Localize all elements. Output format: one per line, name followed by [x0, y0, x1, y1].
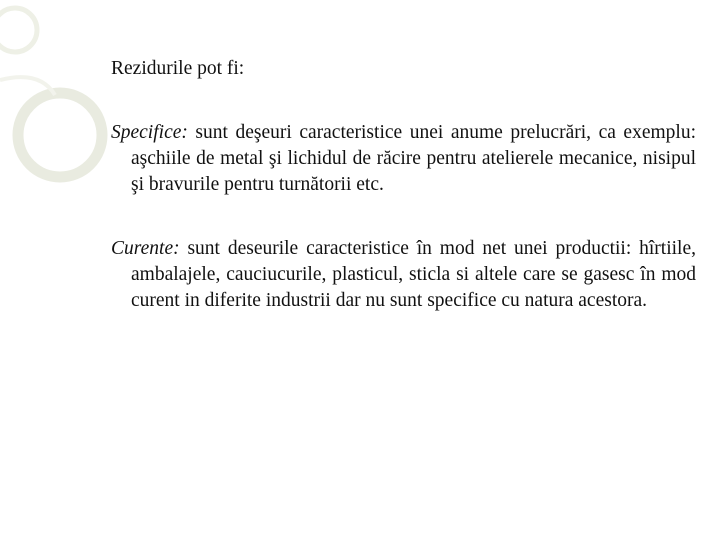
decorative-circles — [0, 0, 110, 230]
intro-text: Rezidurile pot fi: — [111, 58, 245, 79]
term-curente: Curente: — [111, 238, 180, 259]
term-specifice: Specifice: — [111, 122, 188, 143]
decor-ring-large — [18, 93, 102, 177]
description-specifice: sunt deşeuri caracteristice unei anume prelucrări, ca exemplu: aşchiile de metal şi lichidul de răcire pentru atelierele mecanice, nisipul şi bravurile pentru turnătorii etc. — [131, 122, 696, 195]
decor-ring-small — [0, 8, 37, 52]
slide-content — [111, 56, 696, 352]
paragraph-specifice — [111, 120, 696, 198]
paragraph-curente — [111, 236, 696, 314]
description-curente: sunt deseurile caracteristice în mod net unei productii: hîrtiile, ambalajele, cauciucurile, plasticul, sticla si altele care se gasesc în mod curent in diferite industrii dar nu sunt specifice cu natura acestora. — [131, 238, 696, 311]
